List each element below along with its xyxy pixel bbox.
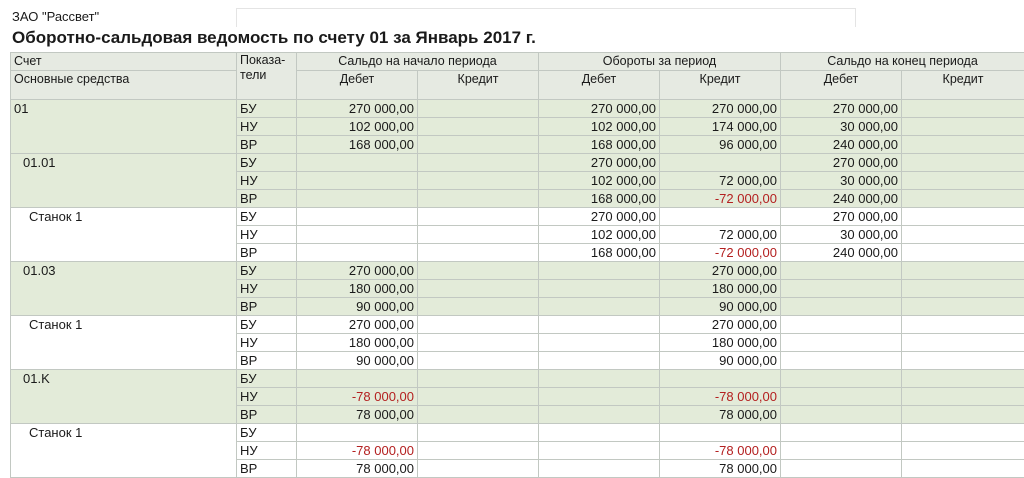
- turnover-debit-cell[interactable]: 102 000,00: [539, 118, 660, 136]
- indicator-cell[interactable]: БУ: [237, 100, 297, 118]
- closing-credit-cell[interactable]: [902, 244, 1024, 262]
- closing-debit-cell[interactable]: [781, 316, 902, 334]
- table-row[interactable]: [11, 154, 1024, 172]
- closing-credit-cell[interactable]: [902, 352, 1024, 370]
- turnover-debit-cell[interactable]: [539, 334, 660, 352]
- opening-credit-cell[interactable]: [418, 154, 539, 172]
- turnover-credit-cell[interactable]: 96 000,00: [660, 136, 781, 154]
- closing-debit-cell[interactable]: [781, 460, 902, 478]
- turnover-credit-cell[interactable]: 270 000,00: [660, 262, 781, 280]
- turnover-credit-cell[interactable]: -78 000,00: [660, 442, 781, 460]
- opening-credit-cell[interactable]: [418, 460, 539, 478]
- turnover-debit-cell[interactable]: 168 000,00: [539, 244, 660, 262]
- closing-debit-cell[interactable]: 270 000,00: [781, 208, 902, 226]
- opening-credit-cell[interactable]: [418, 118, 539, 136]
- organization-name: ЗАО "Рассвет": [12, 9, 100, 24]
- account-cell[interactable]: 01.01: [11, 154, 237, 208]
- closing-credit-cell[interactable]: [902, 208, 1024, 226]
- opening-debit-cell[interactable]: [297, 226, 418, 244]
- turnover-credit-cell[interactable]: 270 000,00: [660, 316, 781, 334]
- turnover-credit-cell[interactable]: 78 000,00: [660, 406, 781, 424]
- header-turnover[interactable]: Обороты за период: [539, 53, 781, 71]
- closing-debit-cell[interactable]: 30 000,00: [781, 118, 902, 136]
- turnover-debit-cell[interactable]: 270 000,00: [539, 100, 660, 118]
- closing-credit-cell[interactable]: [902, 334, 1024, 352]
- opening-credit-cell[interactable]: [418, 298, 539, 316]
- turnover-debit-cell[interactable]: 270 000,00: [539, 154, 660, 172]
- opening-debit-cell[interactable]: [297, 172, 418, 190]
- closing-debit-cell[interactable]: [781, 334, 902, 352]
- turnover-debit-cell[interactable]: [539, 388, 660, 406]
- opening-debit-cell[interactable]: 168 000,00: [297, 136, 418, 154]
- turnover-debit-cell[interactable]: [539, 262, 660, 280]
- closing-debit-cell[interactable]: [781, 352, 902, 370]
- closing-credit-cell[interactable]: [902, 406, 1024, 424]
- indicator-cell[interactable]: НУ: [237, 442, 297, 460]
- closing-credit-cell[interactable]: [902, 262, 1024, 280]
- indicator-cell[interactable]: БУ: [237, 262, 297, 280]
- opening-debit-cell[interactable]: -78 000,00: [297, 388, 418, 406]
- header-account[interactable]: Счет: [11, 53, 237, 71]
- closing-debit-cell[interactable]: [781, 388, 902, 406]
- account-cell[interactable]: 01: [11, 100, 237, 154]
- header-opening-debit[interactable]: Дебет: [297, 71, 418, 100]
- closing-debit-cell[interactable]: 270 000,00: [781, 100, 902, 118]
- indicator-cell[interactable]: ВР: [237, 244, 297, 262]
- turnover-debit-cell[interactable]: 102 000,00: [539, 226, 660, 244]
- opening-credit-cell[interactable]: [418, 406, 539, 424]
- closing-debit-cell[interactable]: 240 000,00: [781, 244, 902, 262]
- opening-debit-cell[interactable]: [297, 154, 418, 172]
- indicator-cell[interactable]: БУ: [237, 154, 297, 172]
- header-indicators[interactable]: Показа-тели: [237, 53, 297, 100]
- closing-debit-cell[interactable]: [781, 370, 902, 388]
- closing-credit-cell[interactable]: [902, 280, 1024, 298]
- closing-credit-cell[interactable]: [902, 136, 1024, 154]
- indicator-cell[interactable]: БУ: [237, 424, 297, 442]
- turnover-credit-cell[interactable]: 90 000,00: [660, 298, 781, 316]
- opening-debit-cell[interactable]: -78 000,00: [297, 442, 418, 460]
- closing-credit-cell[interactable]: [902, 172, 1024, 190]
- turnover-debit-cell[interactable]: 168 000,00: [539, 136, 660, 154]
- opening-credit-cell[interactable]: [418, 388, 539, 406]
- opening-debit-cell[interactable]: [297, 370, 418, 388]
- header-account-subtitle[interactable]: Основные средства: [11, 71, 237, 100]
- closing-credit-cell[interactable]: [902, 190, 1024, 208]
- account-cell[interactable]: 01.K: [11, 370, 237, 424]
- opening-debit-cell[interactable]: 270 000,00: [297, 100, 418, 118]
- opening-debit-cell[interactable]: 78 000,00: [297, 406, 418, 424]
- closing-credit-cell[interactable]: [902, 316, 1024, 334]
- opening-credit-cell[interactable]: [418, 262, 539, 280]
- opening-debit-cell[interactable]: 90 000,00: [297, 352, 418, 370]
- indicator-cell[interactable]: ВР: [237, 406, 297, 424]
- opening-credit-cell[interactable]: [418, 244, 539, 262]
- turnover-credit-cell[interactable]: 180 000,00: [660, 280, 781, 298]
- opening-debit-cell[interactable]: 102 000,00: [297, 118, 418, 136]
- opening-credit-cell[interactable]: [418, 136, 539, 154]
- account-cell[interactable]: Станок 1: [11, 208, 237, 262]
- closing-debit-cell[interactable]: [781, 280, 902, 298]
- closing-credit-cell[interactable]: [902, 226, 1024, 244]
- header-turnover-credit[interactable]: Кредит: [660, 71, 781, 100]
- header-opening-credit[interactable]: Кредит: [418, 71, 539, 100]
- turnover-credit-cell[interactable]: 78 000,00: [660, 460, 781, 478]
- closing-credit-cell[interactable]: [902, 298, 1024, 316]
- closing-credit-cell[interactable]: [902, 388, 1024, 406]
- opening-credit-cell[interactable]: [418, 226, 539, 244]
- opening-credit-cell[interactable]: [418, 424, 539, 442]
- indicator-cell[interactable]: ВР: [237, 298, 297, 316]
- indicator-cell[interactable]: БУ: [237, 370, 297, 388]
- indicator-cell[interactable]: ВР: [237, 136, 297, 154]
- turnover-debit-cell[interactable]: [539, 316, 660, 334]
- turnover-debit-cell[interactable]: 168 000,00: [539, 190, 660, 208]
- account-cell[interactable]: 01.03: [11, 262, 237, 316]
- opening-debit-cell[interactable]: 180 000,00: [297, 280, 418, 298]
- indicator-cell[interactable]: ВР: [237, 352, 297, 370]
- turnover-debit-cell[interactable]: [539, 424, 660, 442]
- opening-debit-cell[interactable]: 270 000,00: [297, 316, 418, 334]
- turnover-credit-cell[interactable]: [660, 424, 781, 442]
- indicator-cell[interactable]: ВР: [237, 460, 297, 478]
- turnover-credit-cell[interactable]: 174 000,00: [660, 118, 781, 136]
- closing-debit-cell[interactable]: [781, 298, 902, 316]
- turnover-credit-cell[interactable]: -78 000,00: [660, 388, 781, 406]
- header-closing-balance[interactable]: Сальдо на конец периода: [781, 53, 1024, 71]
- turnover-debit-cell[interactable]: [539, 460, 660, 478]
- opening-credit-cell[interactable]: [418, 442, 539, 460]
- turnover-debit-cell[interactable]: [539, 280, 660, 298]
- report-title: Оборотно-сальдовая ведомость по счету 01 за Январь 2017 г.: [12, 28, 536, 47]
- opening-credit-cell[interactable]: [418, 190, 539, 208]
- turnover-debit-cell[interactable]: [539, 370, 660, 388]
- opening-debit-cell[interactable]: [297, 208, 418, 226]
- closing-credit-cell[interactable]: [902, 424, 1024, 442]
- turnover-credit-cell[interactable]: [660, 208, 781, 226]
- opening-credit-cell[interactable]: [418, 280, 539, 298]
- indicator-cell[interactable]: БУ: [237, 316, 297, 334]
- opening-debit-cell[interactable]: [297, 244, 418, 262]
- table-row[interactable]: [11, 316, 1024, 334]
- opening-credit-cell[interactable]: [418, 352, 539, 370]
- indicator-cell[interactable]: НУ: [237, 280, 297, 298]
- indicator-cell[interactable]: НУ: [237, 226, 297, 244]
- closing-debit-cell[interactable]: 240 000,00: [781, 190, 902, 208]
- opening-debit-cell[interactable]: 78 000,00: [297, 460, 418, 478]
- turnover-credit-cell[interactable]: -72 000,00: [660, 244, 781, 262]
- indicator-cell[interactable]: БУ: [237, 208, 297, 226]
- closing-credit-cell[interactable]: [902, 460, 1024, 478]
- indicator-cell[interactable]: НУ: [237, 388, 297, 406]
- header-turnover-debit[interactable]: Дебет: [539, 71, 660, 100]
- opening-debit-cell[interactable]: [297, 190, 418, 208]
- opening-debit-cell[interactable]: 90 000,00: [297, 298, 418, 316]
- turnover-credit-cell[interactable]: 180 000,00: [660, 334, 781, 352]
- indicator-cell[interactable]: НУ: [237, 118, 297, 136]
- opening-debit-cell[interactable]: 270 000,00: [297, 262, 418, 280]
- organization-field: [236, 8, 856, 27]
- header-closing-credit[interactable]: Кредит: [902, 71, 1024, 100]
- account-cell[interactable]: Станок 1: [11, 316, 237, 370]
- table-row[interactable]: [11, 100, 1024, 118]
- turnover-credit-cell[interactable]: -72 000,00: [660, 190, 781, 208]
- opening-debit-cell[interactable]: [297, 424, 418, 442]
- indicator-cell[interactable]: ВР: [237, 190, 297, 208]
- closing-credit-cell[interactable]: [902, 118, 1024, 136]
- turnover-debit-cell[interactable]: [539, 442, 660, 460]
- closing-debit-cell[interactable]: [781, 262, 902, 280]
- closing-credit-cell[interactable]: [902, 442, 1024, 460]
- opening-credit-cell[interactable]: [418, 316, 539, 334]
- closing-debit-cell[interactable]: [781, 442, 902, 460]
- turnover-debit-cell[interactable]: [539, 352, 660, 370]
- turnover-credit-cell[interactable]: 270 000,00: [660, 100, 781, 118]
- opening-debit-cell[interactable]: 180 000,00: [297, 334, 418, 352]
- closing-debit-cell[interactable]: 30 000,00: [781, 226, 902, 244]
- closing-debit-cell[interactable]: 270 000,00: [781, 154, 902, 172]
- header-opening-balance[interactable]: Сальдо на начало периода: [297, 53, 539, 71]
- closing-credit-cell[interactable]: [902, 370, 1024, 388]
- report-body: [11, 100, 1024, 478]
- account-cell[interactable]: Станок 1: [11, 424, 237, 478]
- turnover-credit-cell[interactable]: [660, 370, 781, 388]
- table-row[interactable]: [11, 424, 1024, 442]
- opening-credit-cell[interactable]: [418, 208, 539, 226]
- turnover-debit-cell[interactable]: 102 000,00: [539, 172, 660, 190]
- table-row[interactable]: [11, 262, 1024, 280]
- turnover-credit-cell[interactable]: 90 000,00: [660, 352, 781, 370]
- turnover-debit-cell[interactable]: 270 000,00: [539, 208, 660, 226]
- opening-credit-cell[interactable]: [418, 172, 539, 190]
- turnover-debit-cell[interactable]: [539, 406, 660, 424]
- opening-credit-cell[interactable]: [418, 370, 539, 388]
- closing-debit-cell[interactable]: 240 000,00: [781, 136, 902, 154]
- closing-credit-cell[interactable]: [902, 154, 1024, 172]
- closing-debit-cell[interactable]: [781, 424, 902, 442]
- turnover-credit-cell[interactable]: 72 000,00: [660, 226, 781, 244]
- opening-credit-cell[interactable]: [418, 334, 539, 352]
- header-closing-debit[interactable]: Дебет: [781, 71, 902, 100]
- opening-credit-cell[interactable]: [418, 100, 539, 118]
- closing-debit-cell[interactable]: 30 000,00: [781, 172, 902, 190]
- turnover-credit-cell[interactable]: 72 000,00: [660, 172, 781, 190]
- indicator-cell[interactable]: НУ: [237, 172, 297, 190]
- indicator-cell[interactable]: НУ: [237, 334, 297, 352]
- report-table: [10, 52, 1024, 478]
- turnover-credit-cell[interactable]: [660, 154, 781, 172]
- closing-debit-cell[interactable]: [781, 406, 902, 424]
- table-row[interactable]: [11, 370, 1024, 388]
- closing-credit-cell[interactable]: [902, 100, 1024, 118]
- table-row[interactable]: [11, 208, 1024, 226]
- turnover-debit-cell[interactable]: [539, 298, 660, 316]
